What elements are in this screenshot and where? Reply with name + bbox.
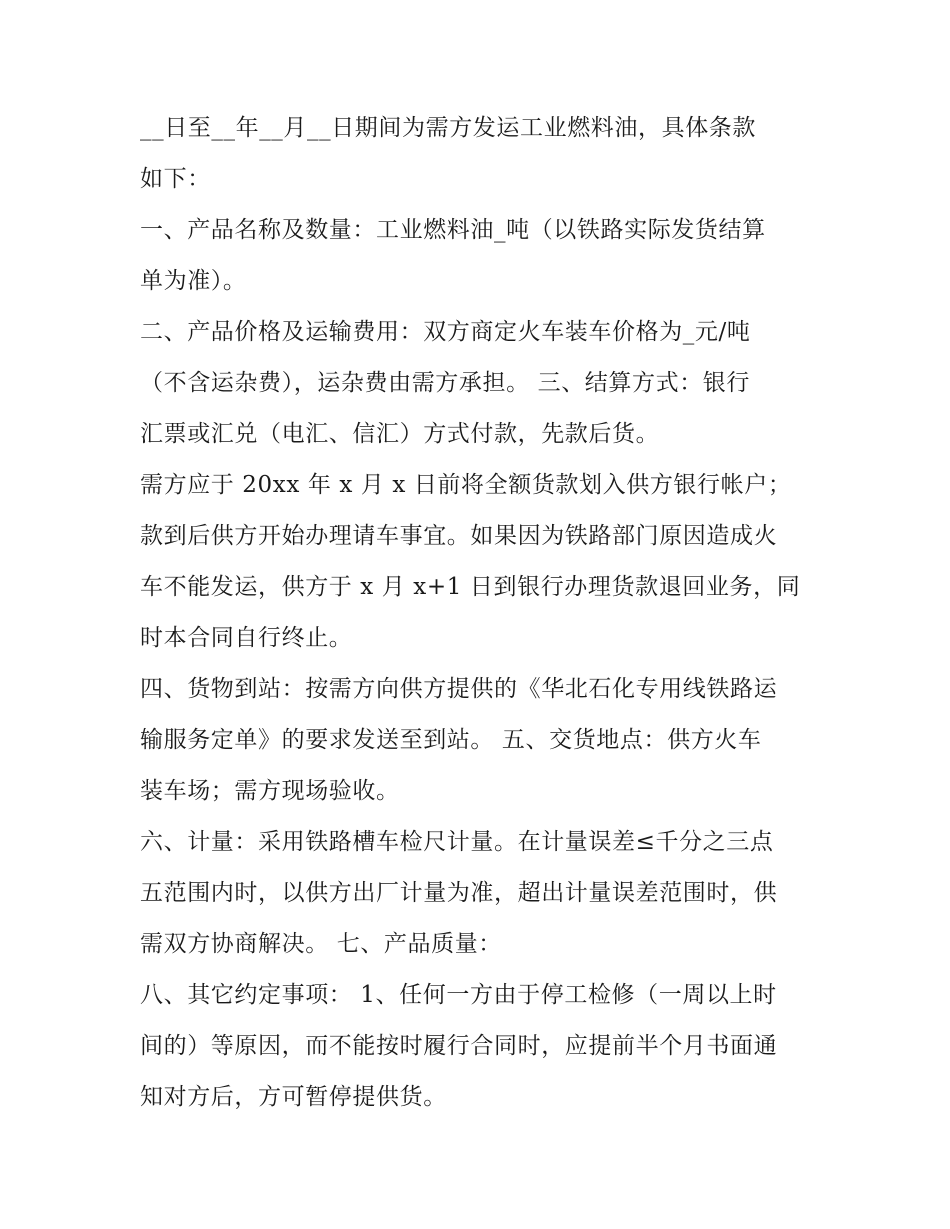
text-line: 输服务定单》的要求发送至到站。 五、交货地点：供方火车	[140, 727, 762, 753]
text-line: 需方应于 20xx 年 x 月 x 日前将全额货款划入供方银行帐户；	[140, 472, 792, 498]
text-line: 车不能发运，供方于 x 月 x+1 日到银行办理货款退回业务，同	[140, 574, 801, 600]
text-line: 知对方后，方可暂停提供货。	[140, 1084, 447, 1110]
text-line: 汇票或汇兑（电汇、信汇）方式付款，先款后货。	[140, 421, 660, 447]
text-line: 款到后供方开始办理请车事宜。如果因为铁路部门原因造成火	[140, 523, 778, 549]
text-line: 八、其它约定事项： 1、任何一方由于停工检修（一周以上时	[140, 982, 777, 1008]
text-line: 时本合同自行终止。	[140, 625, 353, 651]
text-line: （不含运杂费），运杂费由需方承担。 三、结算方式：银行	[140, 370, 751, 396]
text-line: 装车场；需方现场验收。	[140, 778, 400, 804]
text-line: 五范围内时，以供方出厂计量为准，超出计量误差范围时，供	[140, 880, 778, 906]
text-line: 单为准）。	[140, 268, 247, 294]
text-line: 二、产品价格及运输费用：双方商定火车装车价格为_元/吨	[140, 319, 751, 345]
text-line: 间的）等原因，而不能按时履行合同时，应提前半个月书面通	[140, 1033, 778, 1059]
document-body	[140, 103, 820, 1123]
text-line: 一、产品名称及数量：工业燃料油_吨（以铁路实际发货结算	[140, 217, 766, 243]
text-line: 四、货物到站：按需方向供方提供的《华北石化专用线铁路运	[140, 676, 778, 702]
text-line: 如下：	[140, 166, 211, 192]
text-line: 需双方协商解决。 七、产品质量：	[140, 931, 502, 957]
text-line: 六、计量：采用铁路槽车检尺计量。在计量误差≤千分之三点	[140, 829, 774, 855]
text-line: __日至__年__月__日期间为需方发运工业燃料油，具体条款	[140, 115, 756, 141]
